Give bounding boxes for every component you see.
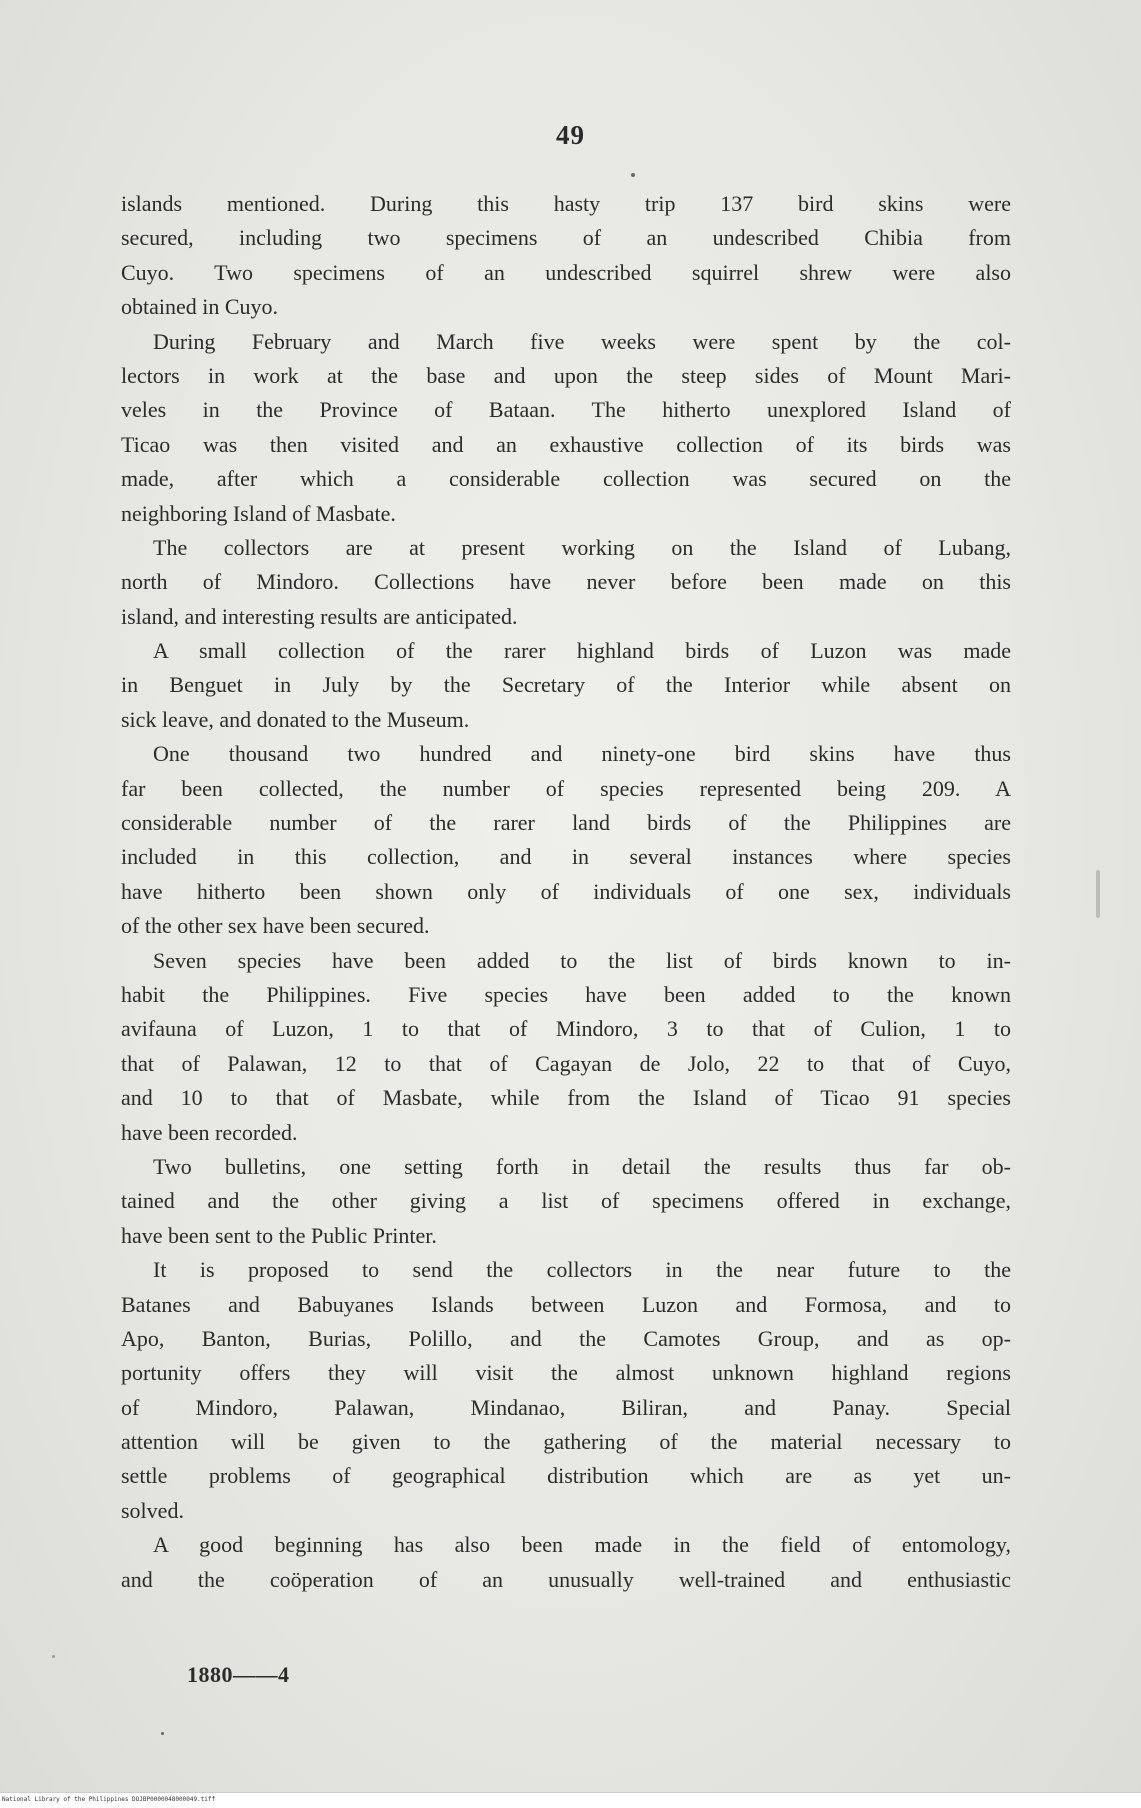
text-line: sick leave, and donated to the Museum. [121,706,470,732]
text-line: solved. [121,1497,184,1523]
text-line: have hitherto been shown only of individuals of one sex, individuals [121,878,1011,904]
text-line: settle problems of geographical distribution which are as yet un- [121,1463,1011,1489]
text-line: of the other sex have been secured. [121,913,430,939]
ink-speck [161,1732,164,1735]
text-line: veles in the Province of Bataan. The hitherto unexplored Island of [121,397,1011,423]
text-line: Apo, Banton, Burias, Polillo, and the Camotes Group, and as op- [121,1325,1011,1351]
text-line: have been recorded. [121,1119,298,1145]
ink-speck [631,173,635,177]
text-line: and 10 to that of Masbate, while from the Island of Ticao 91 species [121,1085,1011,1111]
text-line: portunity offers they will visit the almost unknown highland regions [121,1360,1011,1386]
text-line: tained and the other giving a list of specimens offered in exchange, [121,1188,1011,1214]
text-line: Seven species have been added to the list of birds known to in- [153,947,1011,973]
text-line: During February and March five weeks were spent by the col- [153,328,1011,354]
text-line: A small collection of the rarer highland birds of Luzon was made [153,638,1011,664]
text-line: Batanes and Babuyanes Islands between Luzon and Formosa, and to [121,1291,1011,1317]
text-line: obtained in Cuyo. [121,294,279,320]
scan-footer-text: National Library of the Philippines DOJBP0000048000049.tiff [2,1796,216,1803]
text-line: avifauna of Luzon, 1 to that of Mindoro, 3 to that of Culion, 1 to [121,1016,1011,1042]
text-line: far been collected, the number of species represented being 209. A [121,775,1011,801]
body-text [121,187,1011,1597]
text-line: A good beginning has also been made in the field of entomology, [153,1532,1011,1558]
text-line: in Benguet in July by the Secretary of the Interior while absent on [121,672,1011,698]
text-line: have been sent to the Public Printer. [121,1222,437,1248]
text-line: Two bulletins, one setting forth in detail the results thus far ob- [153,1153,1011,1179]
text-line: islands mentioned. During this hasty trip 137 bird skins were [121,191,1011,216]
bleed-mark [1096,870,1100,918]
text-line: It is proposed to send the collectors in the near future to the [153,1257,1011,1283]
text-line: One thousand two hundred and ninety-one bird skins have thus [153,741,1011,767]
text-line: attention will be given to the gathering of the material necessary to [121,1429,1011,1455]
text-line: north of Mindoro. Collections have never before been made on this [121,569,1011,595]
text-line: and the coöperation of an unusually well-trained and enthusiastic [121,1566,1011,1592]
text-line: island, and interesting results are anticipated. [121,603,518,629]
ink-speck [52,1655,55,1658]
text-line: of Mindoro, Palawan, Mindanao, Biliran, and Panay. Special [121,1394,1011,1420]
text-line: Ticao was then visited and an exhaustive collection of its birds was [121,431,1011,457]
text-line: neighboring Island of Masbate. [121,500,396,526]
text-line: included in this collection, and in several instances where species [121,844,1011,870]
text-line: Cuyo. Two specimens of an undescribed squirrel shrew were also [121,259,1011,285]
text-line: habit the Philippines. Five species have been added to the known [121,981,1011,1007]
text-line: secured, including two specimens of an undescribed Chibia from [121,225,1011,251]
text-line: made, after which a considerable collection was secured on the [121,466,1011,492]
text-line: that of Palawan, 12 to that of Cagayan de Jolo, 22 to that of Cuyo, [121,1050,1011,1076]
text-line: considerable number of the rarer land birds of the Philippines are [121,810,1011,836]
text-line: lectors in work at the base and upon the steep sides of Mount Mari- [121,362,1011,388]
signature-mark: 1880——4 [187,1662,290,1687]
text-line: The collectors are at present working on the Island of Lubang, [153,534,1011,560]
page-number: 49 [556,120,585,150]
